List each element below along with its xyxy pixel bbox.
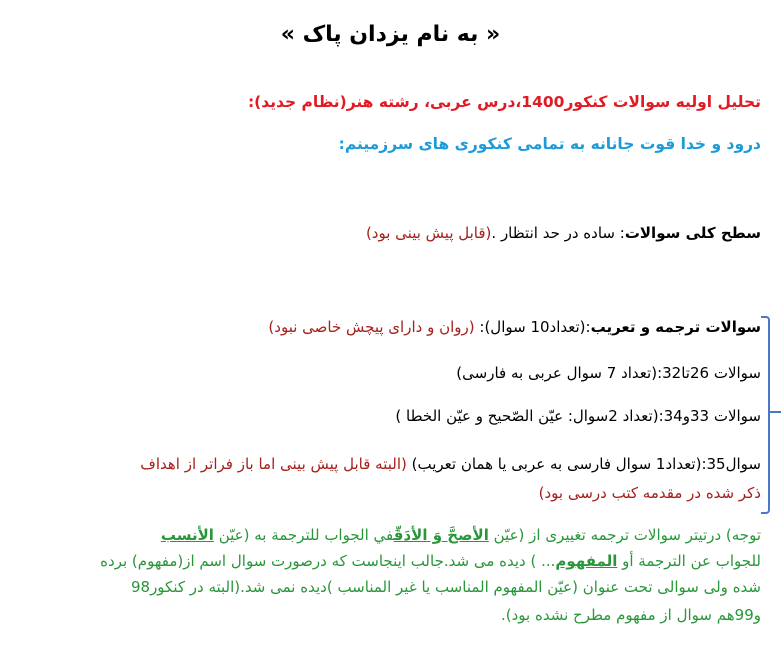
note-line-4: و99هم سوال از مفهوم مطرح نشده بود). <box>500 606 761 624</box>
section-bracket-tick <box>769 411 781 413</box>
translation-text: :(تعداد10 سوال): <box>479 318 591 336</box>
question-35-note-continued: ذکر شده در مقدمه کتب درسی بود) <box>538 484 761 502</box>
page-title: « به نام یزدان پاک » <box>280 22 501 47</box>
note-emphasis-ansab: الأنسب <box>160 526 214 544</box>
note-line-3: شده ولی سوالی تحت عنوان (عیّن المفهوم المناسب یا غیر المناسب )دیده نمی شد.(البته در کنکور98 <box>130 578 761 596</box>
translation-label: سوالات ترجمه و تعریب <box>590 318 761 336</box>
question-35-note: (البته قابل پیش بینی اما باز فراتر از اهداف <box>140 455 412 473</box>
note-line-1 <box>20 526 761 544</box>
overall-level-text: : ساده در حد انتظار . <box>491 224 625 242</box>
note-emphasis-asahh: الأصحَّ وَ الأدَقّ <box>393 526 489 544</box>
overall-level-line <box>20 224 761 242</box>
question-35-text: سوال35:(تعداد1 سوال فارسی به عربی یا همان تعریب) <box>411 455 761 473</box>
note-line-2-part-a: للجواب عن الترجمة أو <box>617 552 761 570</box>
note-line-1-part-a: توجه) درتیتر سوالات ترجمه تغییری از (عیّن <box>488 526 761 544</box>
note-line-2 <box>20 552 761 570</box>
overall-level-note: (قابل پیش بینی بود) <box>365 224 492 242</box>
question-35-line <box>20 455 761 473</box>
note-emphasis-mafhoom: المفهوم <box>555 552 618 570</box>
translation-note: (روان و دارای پیچش خاصی نبود) <box>268 318 475 336</box>
questions-26-32-line: سوالات 26تا32:(تعداد 7 سوال عربی به فارسی) <box>456 364 761 382</box>
translation-questions-line <box>20 318 761 336</box>
note-line-1-part-c: َفي الجواب للترجمة به (عیّن <box>213 526 394 544</box>
overall-level-label: سطح کلی سوالات <box>624 224 761 242</box>
note-line-2-part-c: ... ) دیده می شد.جالب اینجاست که درصورت سوال اسم از(مفهوم) برده <box>100 552 556 570</box>
greeting-line: درود و خدا قوت جانانه به تمامی کنکوری های سرزمینم: <box>338 135 761 153</box>
questions-33-34-line: سوالات 33و34:(تعداد 2سوال: عیّن الصّحیح و عیّن الخطا ) <box>395 407 761 425</box>
section-bracket <box>761 316 770 514</box>
analysis-heading: تحلیل اولیه سوالات کنکور1400،درس عربی، رشته هنر(نظام جدید): <box>247 93 761 111</box>
